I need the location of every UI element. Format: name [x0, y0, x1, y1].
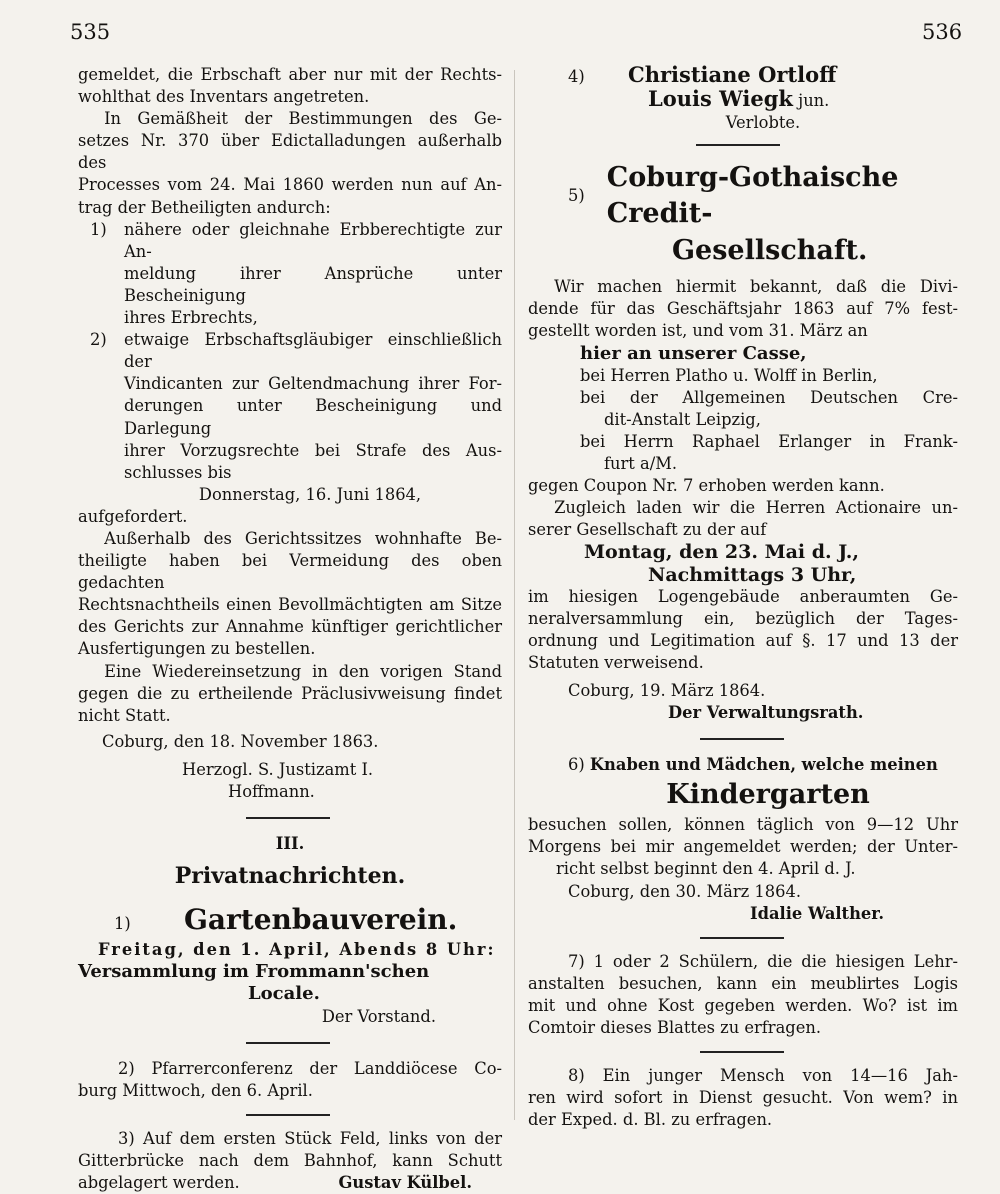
text-line: Freitag, den 1. April, Abends 8 Uhr: [98, 940, 496, 960]
ad-title: Kindergarten [666, 779, 870, 811]
list-number: 1) [90, 219, 107, 239]
ad-signature: Der Verwaltungsrath. [668, 703, 864, 723]
name-line [528, 88, 958, 112]
ad-status: Verlobte. [725, 113, 801, 133]
ad-number: 7) [568, 951, 585, 971]
ad-number: 1) [114, 914, 131, 934]
text-line: der Exped. d. Bl. zu erfragen. [528, 1110, 773, 1130]
ad-gartenbauverein [78, 901, 502, 1027]
text-line: neralversammlung ein, bezüglich der Tages- [528, 608, 958, 628]
payee-item: hier an unserer Casse, [580, 342, 807, 364]
ad-schutt [78, 1128, 502, 1194]
text-line: richt selbst beginnt den 4. April d. J. [556, 859, 856, 879]
ad-title-2: Gesellschaft. [672, 235, 868, 267]
text-line: dende für das Geschäftsjahr 1863 auf 7% fest- [528, 299, 958, 319]
meeting-time: Nachmittags 3 Uhr, [648, 563, 857, 586]
text-line: Vindicanten zur Geltendmachung ihrer For- [124, 374, 502, 394]
payee-list [528, 343, 958, 476]
text-line: Statuten verweisend. [528, 652, 704, 672]
ad-kindergarten [528, 754, 958, 925]
ad-title: Coburg-Gothaische Credit- [606, 162, 899, 230]
place-date: Coburg, den 30. März 1864. [568, 881, 802, 901]
ad-credit-gesellschaft [528, 160, 958, 724]
separator-rule [700, 937, 784, 939]
ad-number: 2) [118, 1058, 135, 1078]
ad-title: Gartenbauverein. [184, 903, 458, 937]
payee-item: furt a/M. [604, 454, 678, 474]
text-span: 1 oder 2 Schülern, die die hiesigen Lehr- [593, 951, 958, 971]
text-line: gegen die zu ertheilende Präclusivweisung findet [78, 683, 502, 703]
text-line: ihres Erbrechts, [124, 308, 258, 328]
ad-logis [528, 951, 958, 1039]
text-line: des Gerichts zur Annahme künftiger gerichtlicher [78, 617, 502, 637]
text-span: Ein junger Mensch von 14—16 Jah- [602, 1066, 958, 1086]
payee-item: bei der Allgemeinen Deutschen Cre- [580, 387, 958, 407]
separator-rule [700, 738, 784, 740]
ad-pfarrerconferenz [78, 1058, 502, 1102]
text-line: meldung ihrer Ansprüche unter Bescheinigung [124, 263, 502, 305]
text-line: Comtoir dieses Blattes zu erfragen. [528, 1018, 822, 1037]
separator-rule [700, 1051, 784, 1053]
text-line: Locale. [248, 983, 320, 1005]
text-line: wohlthat des Inventars angetreten. [78, 87, 370, 107]
list-item [78, 329, 502, 484]
place-date: Coburg, 19. März 1864. [568, 680, 766, 700]
separator-rule [246, 817, 330, 819]
text-line: im hiesigen Logengebäude anberaumten Ge- [528, 586, 958, 606]
text-line: ihrer Vorzugsrechte bei Strafe des Aus- [124, 440, 502, 460]
separator-rule [246, 1042, 330, 1044]
text-line: aufgefordert. [78, 506, 188, 526]
text-span: Pfarrerconferenz der Landdiöcese Co- [151, 1058, 502, 1078]
text-line: trag der Betheiligten andurch: [78, 197, 331, 217]
column-divider [514, 70, 515, 1120]
text-line: nähere oder gleichnahe Erbberechtigte zur An- [124, 219, 502, 261]
notice-paragraph [78, 661, 502, 727]
text-line [528, 951, 958, 973]
text-line: In Gemäßheit der Bestimmungen des Ge- [104, 109, 502, 129]
payee-item: dit-Anstalt Leipzig, [604, 409, 761, 429]
text-line: gestellt worden ist, und vom 31. März an [528, 321, 868, 341]
couple-name-2: Louis Wiegk [648, 86, 793, 112]
separator-rule [696, 144, 780, 146]
notice-intro [78, 64, 502, 108]
notice-paragraph [78, 108, 502, 218]
ad-signature: Der Vorstand. [321, 1006, 436, 1026]
text-line [528, 1065, 958, 1087]
text-line: mit und ohne Kost gegeben werden. Wo? ist im [528, 995, 958, 1015]
ad-junger-mensch [528, 1065, 958, 1131]
text-line: derungen unter Bescheinigung und Darlegung [124, 396, 502, 438]
text-line: abgelagert werden. [78, 1173, 240, 1193]
text-line: Rechtsnachtheils einen Bevollmächtigten am Sitze [78, 595, 502, 615]
payee-item: bei Herren Platho u. Wolff in Berlin, [580, 365, 878, 385]
text-line: anstalten besuchen, kann ein meublirtes Logis [528, 973, 958, 993]
text-line [78, 1128, 502, 1150]
ad-number: 3) [118, 1128, 135, 1148]
official-signature: Hoffmann. [228, 782, 315, 801]
ad-signature: Gustav Külbel. [338, 1173, 472, 1193]
text-line: ren wird sofort in Dienst gesucht. Von wem? in [528, 1088, 958, 1108]
text-line: Gitterbrücke nach dem Bahnhof, kann Schutt [78, 1150, 502, 1170]
page-number-right: 536 [922, 20, 963, 44]
ad-number: 4) [568, 67, 585, 86]
text-line: Außerhalb des Gerichtssitzes wohnhafte Be- [104, 528, 502, 548]
text-line: Eine Wiedereinsetzung in den vorigen Stand [104, 661, 502, 681]
ad-verlobung [528, 64, 958, 134]
text-line: Versammlung im Frommann'schen [78, 961, 430, 983]
page-number-left: 535 [70, 20, 111, 44]
text-line: nicht Statt. [78, 705, 171, 725]
text-line: serer Gesellschaft zu der auf [528, 520, 767, 540]
text-line: etwaige Erbschaftsgläubiger einschließlich der [124, 330, 502, 372]
text-span: Auf dem ersten Stück Feld, links von der [143, 1128, 502, 1148]
text-line: gegen Coupon Nr. 7 erhoben werden kann. [528, 476, 885, 496]
text-line: Ausfertigungen zu bestellen. [78, 639, 316, 659]
section-title: Privatnachrichten. [174, 863, 406, 890]
name-suffix: jun. [798, 91, 830, 111]
right-column [528, 64, 958, 1131]
place-date: Coburg, den 18. November 1863. [102, 731, 379, 751]
ad-signature: Idalie Walther. [750, 903, 885, 923]
text-line: ordnung und Legitimation auf §. 17 und 13 der [528, 630, 958, 650]
payee-item: bei Herrn Raphael Erlanger in Frank- [580, 431, 958, 451]
couple-name-1: Christiane Ortloff [628, 62, 837, 87]
text-line: Zugleich laden wir die Herren Actionaire un- [554, 498, 958, 518]
section-number: III. [275, 834, 305, 854]
text-line [528, 754, 958, 776]
text-line: gemeldet, die Erbschaft aber nur mit der Rechts- [78, 65, 502, 84]
ad-number: 8) [568, 1066, 585, 1086]
office-signature: Herzogl. S. Justizamt I. [182, 759, 374, 779]
text-line: Processes vom 24. Mai 1860 werden nun auf An- [78, 175, 502, 195]
ad-number: 6) [568, 755, 585, 775]
text-line: schlusses bis [124, 462, 232, 482]
list-item [78, 219, 502, 329]
text-line: theiligte haben bei Vermeidung des oben gedachten [78, 551, 502, 593]
meeting-date: Montag, den 23. Mai d. J., [584, 541, 860, 564]
text-line: Wir machen hiermit bekannt, daß die Divi- [554, 277, 958, 297]
ad-head: Knaben und Mädchen, welche meinen [589, 755, 938, 775]
text-line: setzes Nr. 370 über Edictalladungen außerhalb des [78, 131, 502, 173]
deadline-date: Donnerstag, 16. Juni 1864, [198, 484, 422, 504]
separator-rule [246, 1114, 330, 1116]
text-line: Morgens bei mir angemeldet werden; der Unter- [528, 837, 958, 857]
notice-paragraph [78, 528, 502, 661]
text-line: besuchen sollen, können täglich von 9—12 Uhr [528, 815, 958, 835]
text-line [78, 1058, 502, 1080]
text-line: burg Mittwoch, den 6. April. [78, 1080, 313, 1100]
list-number: 2) [90, 330, 107, 350]
left-column [78, 64, 502, 1194]
ad-number: 5) [568, 186, 585, 206]
